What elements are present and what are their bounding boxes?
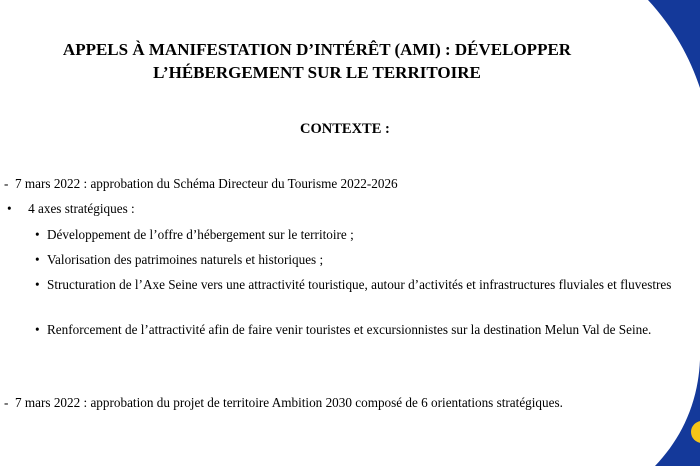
axis-text: Structuration de l’Axe Seine vers une attractivité touristique, autour d’activités et infrastructures fluviales et fluvestres xyxy=(47,277,672,292)
list-item xyxy=(4,394,563,411)
axis-text: Renforcement de l’attractivité afin de faire venir touristes et excursionnistes sur la destination Melun Val de Seine. xyxy=(47,322,652,337)
item-text: 7 mars 2022 : approbation du projet de territoire Ambition 2030 composé de 6 orientations stratégiques. xyxy=(15,395,563,410)
item-text: 4 axes stratégiques : xyxy=(28,201,135,216)
list-item xyxy=(4,175,398,192)
item-text: 7 mars 2022 : approbation du Schéma Directeur du Tourisme 2022-2026 xyxy=(15,176,398,191)
axis-text: Valorisation des patrimoines naturels et historiques ; xyxy=(47,252,324,267)
axis-item xyxy=(35,227,699,243)
bullet-marker: • xyxy=(7,201,12,216)
page-title xyxy=(0,38,634,84)
bullet-marker: • xyxy=(35,252,40,267)
bullet-marker: • xyxy=(35,322,40,337)
axis-text: Développement de l’offre d’hébergement sur le territoire ; xyxy=(47,227,354,242)
axis-item xyxy=(35,277,699,293)
dash-marker: - xyxy=(4,395,9,410)
top-right-blue-swoosh xyxy=(648,0,700,88)
title-line-1: APPELS À MANIFESTATION D’INTÉRÊT (AMI) : DÉVELOPPER xyxy=(62,40,572,59)
context-heading: CONTEXTE : xyxy=(300,121,390,137)
title-line-2: L’HÉBERGEMENT SUR LE TERRITOIRE xyxy=(153,63,481,82)
dash-marker: - xyxy=(4,176,9,191)
list-item xyxy=(7,200,135,217)
bottom-right-blue-swoosh xyxy=(655,360,700,466)
bullet-marker: • xyxy=(35,277,40,292)
axis-item xyxy=(35,322,699,338)
bullet-marker: • xyxy=(35,227,40,242)
yellow-logo-dot xyxy=(691,421,700,443)
axis-item xyxy=(35,252,699,268)
